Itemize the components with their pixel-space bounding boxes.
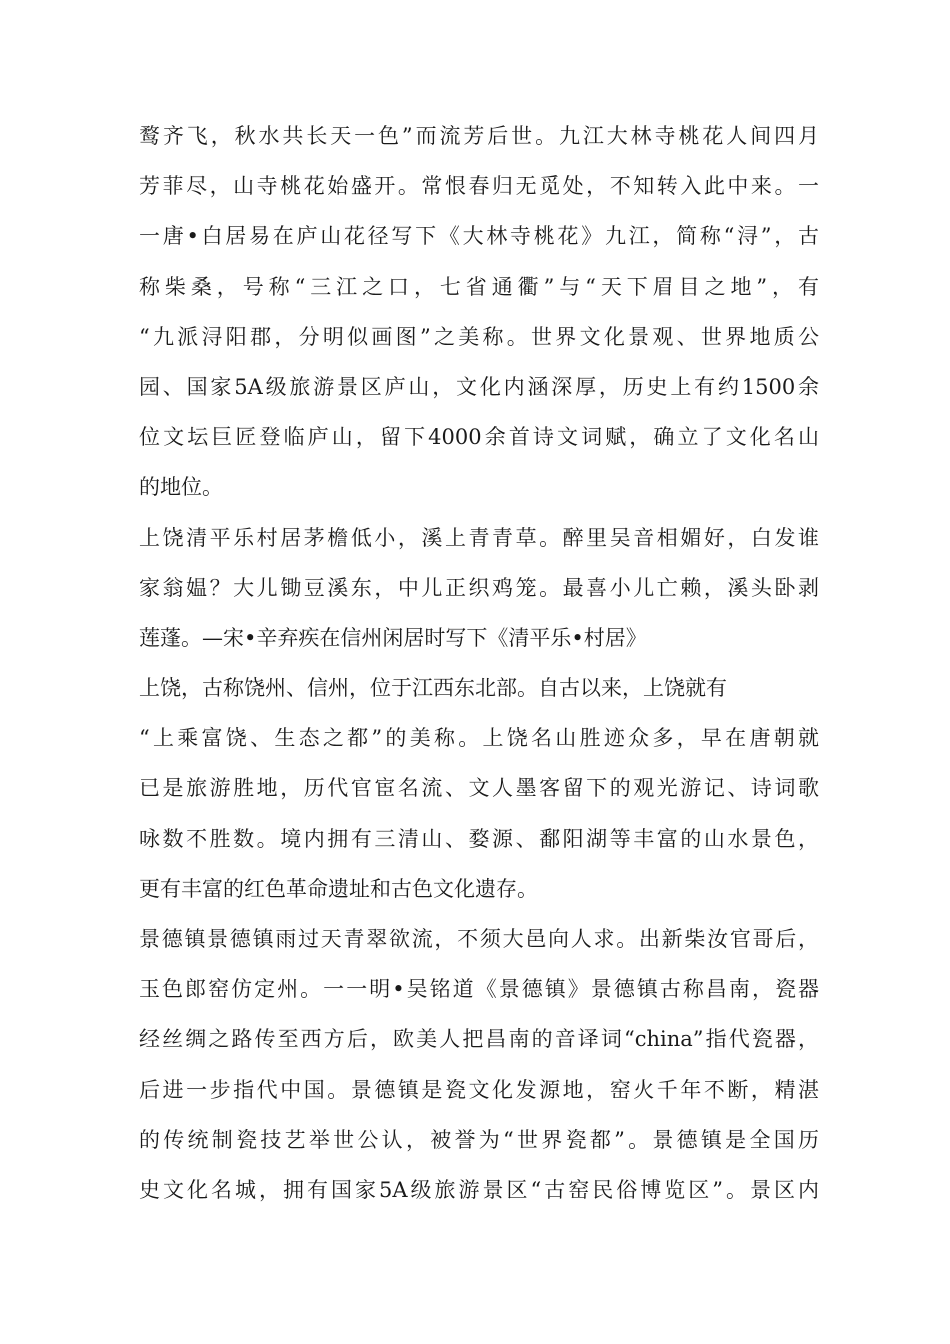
text-line: 一唐•白居易在庐山花径写下《大林寺桃花》九江，简称“浔”，古: [139, 224, 819, 249]
text-line: 上饶，古称饶州、信州，位于江西东北部。自古以来，上饶就有: [139, 676, 727, 701]
text-line: 芳菲尽，山寺桃花始盛开。常恨春归无觅处，不知转入此中来。一: [139, 174, 819, 199]
text-line: 更有丰富的红色革命遗址和古色文化遗存。: [139, 876, 538, 901]
text-line: 鹜齐飞，秋水共长天一色”而流芳后世。九江大林寺桃花人间四月: [139, 124, 819, 148]
text-line: 的传统制瓷技艺举世公认，被誉为“世界瓷都”。景德镇是全国历: [139, 1127, 819, 1152]
text-line: 家翁媪？大儿锄豆溪东，中儿正织鸡笼。最喜小儿亡赖，溪头卧剥: [139, 575, 819, 600]
text-line: 位文坛巨匠登临庐山，留下4000余首诗文词赋，确立了文化名山: [139, 425, 819, 450]
text-line: 后进一步指代中国。景德镇是瓷文化发源地，窑火千年不断，精湛: [139, 1077, 819, 1102]
text-line: 史文化名城，拥有国家5A级旅游景区“古窑民俗博览区”。景区内: [139, 1177, 819, 1202]
text-line: 称柴桑，号称“三江之口，七省通衢”与“天下眉目之地”，有: [139, 274, 819, 299]
text-line: 园、国家5A级旅游景区庐山，文化内涵深厚，历史上有约1500余: [139, 374, 819, 399]
text-line: 咏数不胜数。境内拥有三清山、婺源、鄱阳湖等丰富的山水景色，: [139, 826, 819, 851]
text-line: “上乘富饶、生态之都”的美称。上饶名山胜迹众多，早在唐朝就: [139, 726, 819, 751]
text-line: 景德镇景德镇雨过天青翠欲流，不须大邑向人求。出新柴汝官哥后，: [139, 927, 819, 951]
text-line: 的地位。: [139, 475, 223, 500]
text-line: 莲蓬。—宋•辛弃疾在信州闲居时写下《清平乐•村居》: [139, 625, 647, 650]
text-line: 经丝绸之路传至西方后，欧美人把昌南的音译词“china”指代瓷器，: [139, 1027, 819, 1052]
text-line: 上饶清平乐村居茅檐低小，溪上青青草。醉里吴音相媚好，白发谁: [139, 525, 819, 550]
text-line: 已是旅游胜地，历代官宦名流、文人墨客留下的观光游记、诗词歌: [139, 776, 819, 801]
document-body: [139, 111, 819, 1215]
text-line: 玉色郎窑仿定州。一一明•吴铭道《景德镇》景德镇古称昌南，瓷器: [139, 977, 819, 1002]
text-line: “九派浔阳郡，分明似画图”之美称。世界文化景观、世界地质公: [139, 324, 819, 349]
